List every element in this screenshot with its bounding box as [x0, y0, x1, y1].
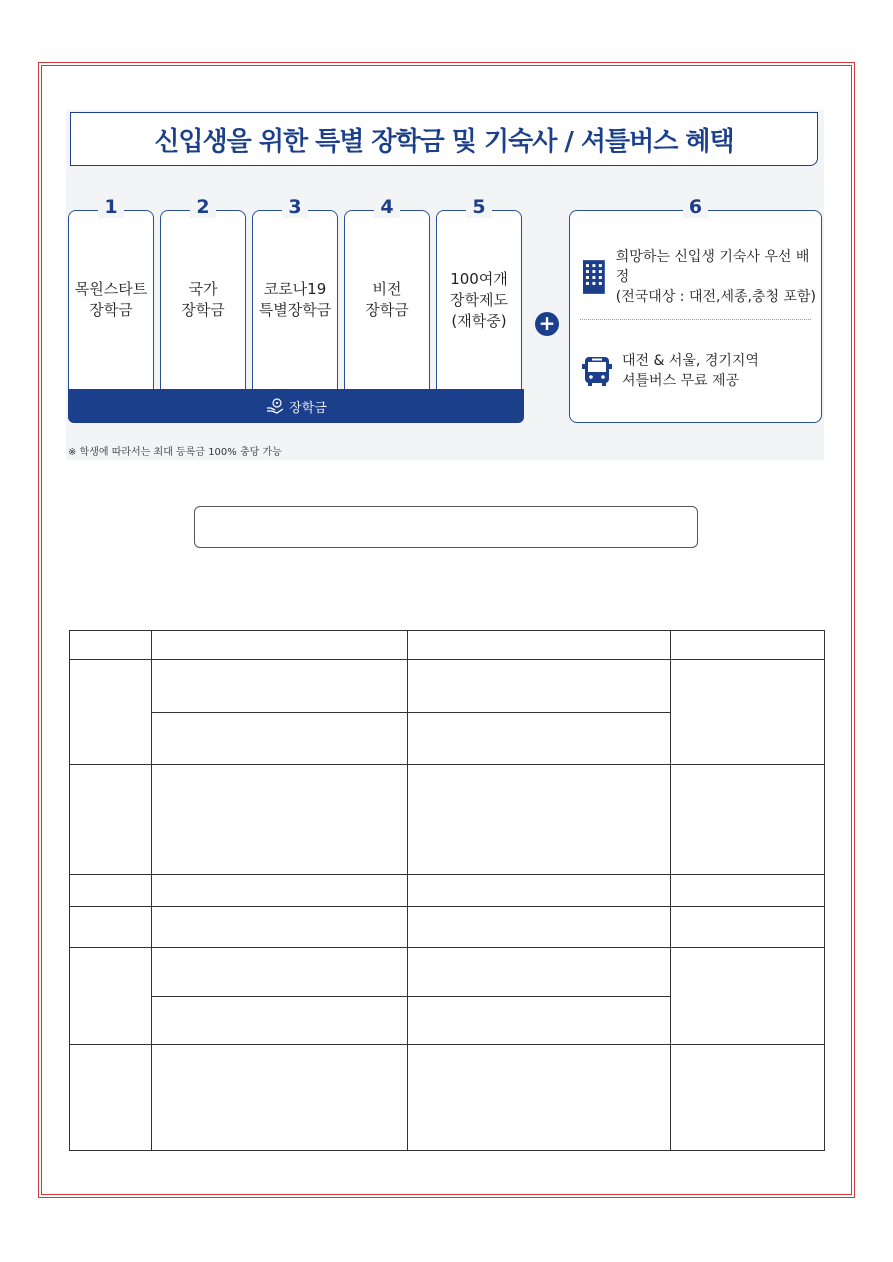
table-cell — [70, 765, 152, 875]
plus-circle-icon: + — [535, 312, 559, 336]
benefit-shuttle-text: 대전 & 서울, 경기지역 셔틀버스 무료 제공 — [622, 353, 759, 389]
scholarship-card-5 — [436, 210, 522, 390]
table-row — [70, 660, 825, 713]
table-cell — [671, 631, 825, 660]
card-label: 국가 장학금 — [181, 280, 225, 319]
scholarship-bar — [68, 389, 524, 423]
hand-heart-icon — [265, 398, 285, 414]
table-cell — [152, 631, 408, 660]
table-cell — [152, 907, 408, 948]
table-cell — [671, 765, 825, 875]
table-cell — [408, 875, 671, 907]
table-cell — [70, 875, 152, 907]
table-cell — [408, 997, 671, 1045]
table-cell — [408, 1045, 671, 1151]
table-cell — [70, 631, 152, 660]
table-cell — [671, 875, 825, 907]
table-row — [70, 875, 825, 907]
table-cell — [152, 997, 408, 1045]
table-cell — [408, 631, 671, 660]
table-cell — [408, 713, 671, 765]
banner-title: 신입생을 위한 특별 장학금 및 기숙사 / 셔틀버스 혜택 — [154, 126, 734, 157]
table-cell — [671, 1045, 825, 1151]
divider — [580, 319, 811, 320]
footnote: ※ 학생에 따라서는 최대 등록금 100% 충당 가능 — [68, 447, 282, 458]
table-cell — [671, 907, 825, 948]
table-cell — [671, 660, 825, 765]
table-row — [70, 948, 825, 997]
table-cell — [70, 1045, 152, 1151]
card-label: 100여개 장학제도 (재학중) — [450, 269, 508, 330]
table-cell — [70, 948, 152, 1045]
scholarship-card-2 — [160, 210, 246, 390]
table-cell — [408, 765, 671, 875]
table-row — [70, 765, 825, 875]
table-cell — [152, 765, 408, 875]
building-icon — [582, 259, 606, 295]
card-number: 1 — [68, 196, 154, 218]
banner-title-box — [70, 112, 818, 166]
table-row — [70, 907, 825, 948]
table-cell — [671, 948, 825, 1045]
card-number: 5 — [436, 196, 522, 218]
table-cell — [152, 713, 408, 765]
table-cell — [152, 1045, 408, 1151]
table-cell — [152, 660, 408, 713]
card-label: 비전 장학금 — [365, 280, 409, 319]
scholarship-card-1 — [68, 210, 154, 390]
benefits-banner — [66, 110, 824, 460]
scholarship-bar-label: 장학금 — [289, 400, 327, 416]
card-number: 2 — [160, 196, 246, 218]
card-number: 6 — [569, 196, 822, 218]
table-cell — [408, 660, 671, 713]
table-cell — [152, 875, 408, 907]
scholarship-card-4 — [344, 210, 430, 390]
card-number: 4 — [344, 196, 430, 218]
benefit-dormitory-text: 희망하는 신입생 기숙사 우선 배정 (전국대상 : 대전,세종,충청 포함) — [615, 249, 816, 305]
dorm-shuttle-box — [569, 210, 822, 423]
table-cell — [70, 660, 152, 765]
empty-heading-box — [194, 506, 698, 548]
card-number: 3 — [252, 196, 338, 218]
table-cell — [408, 907, 671, 948]
benefit-dormitory — [582, 247, 821, 307]
table-row — [70, 1045, 825, 1151]
blank-table — [69, 630, 825, 1151]
table-row — [70, 631, 825, 660]
card-label: 코로나19 특별장학금 — [258, 280, 332, 319]
benefit-shuttle — [582, 351, 759, 391]
table-cell — [152, 948, 408, 997]
table-cell — [70, 907, 152, 948]
table-cell — [408, 948, 671, 997]
card-label: 목원스타트 장학금 — [74, 280, 148, 319]
scholarship-card-3 — [252, 210, 338, 390]
bus-icon — [582, 355, 612, 387]
